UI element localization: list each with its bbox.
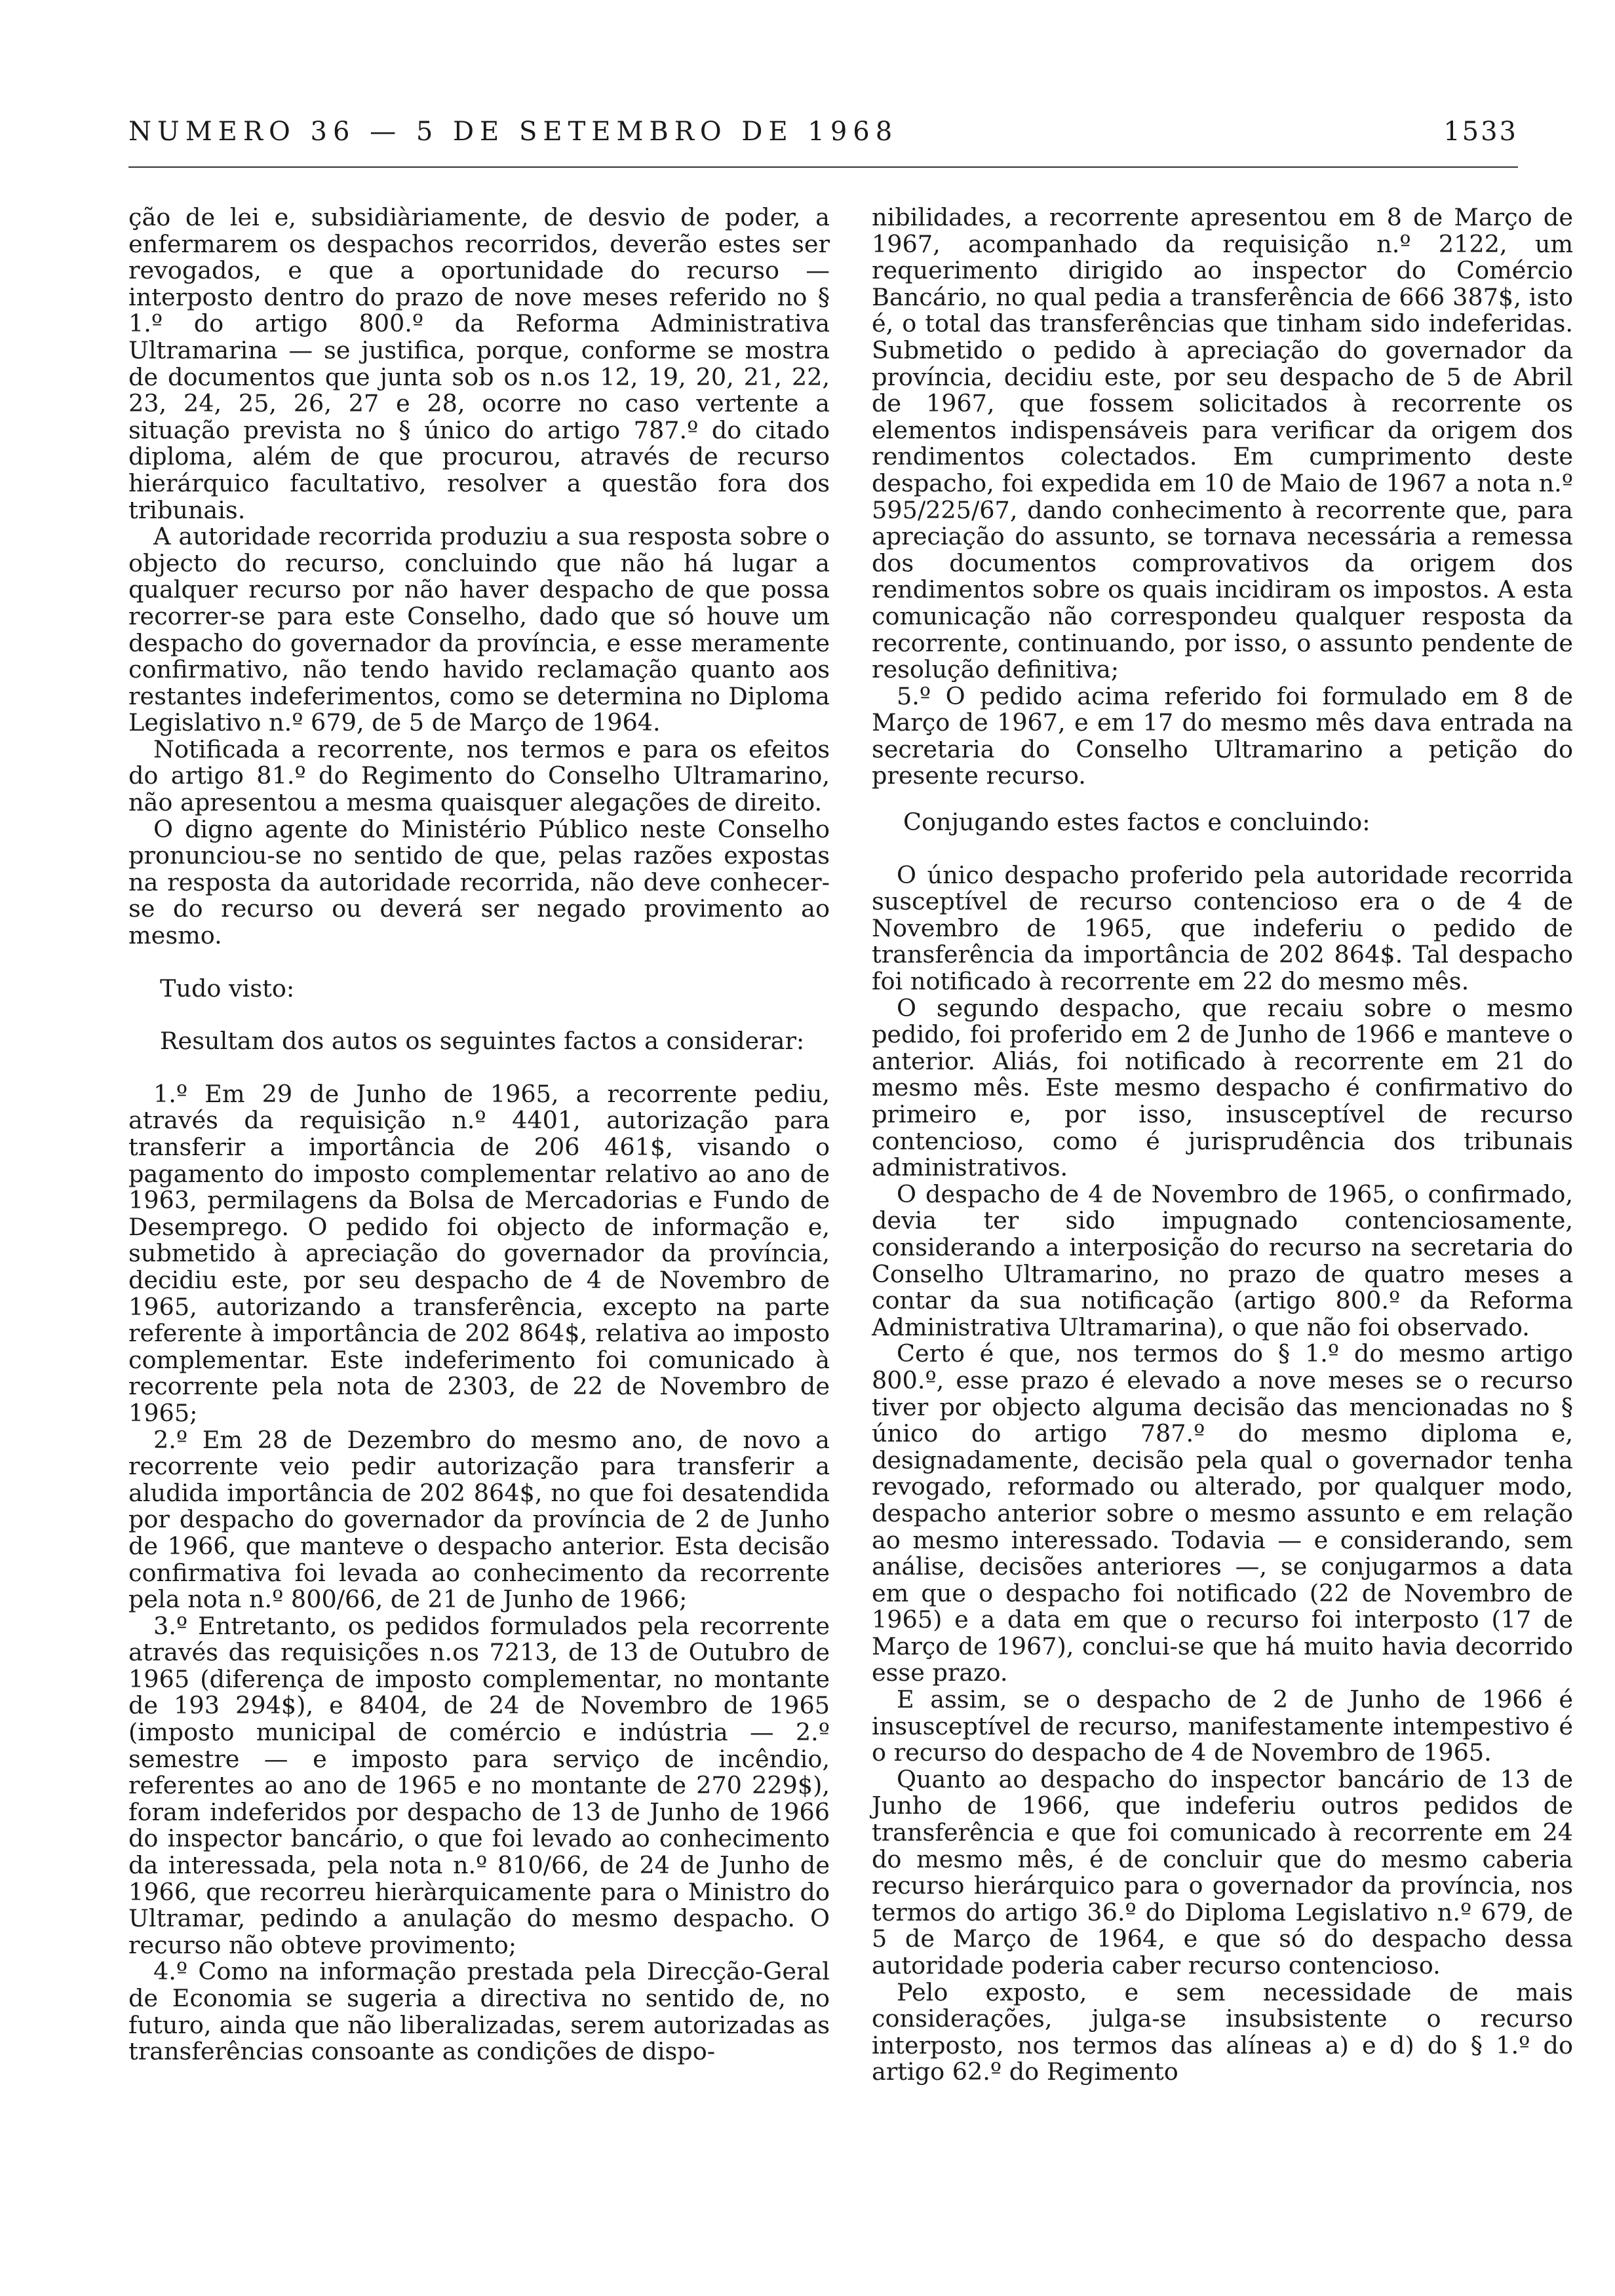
- paragraph: 5.º O pedido acima referido foi formulado em 8 de Março de 1967, e em 17 do mesmo mês dava entrada na secretaria do Conselho Ultramarino a petição do presente recurso.: [872, 681, 1573, 790]
- paragraph: Certo é que, nos termos do § 1.º do mesmo artigo 800.º, esse prazo é elevado a nove meses se o recurso tiver por objecto alguma decisão das mencionadas no § único do artigo 787.º do mesmo diploma e, designadamente, decisão pela qual o governador tenha revogado, reformado ou alterado, por qualquer modo, despacho anterior sobre o mesmo assunto e em relação ao mesmo interessado. Todavia — e considerando, sem análise, decisões anteriores —, se conjugarmos a data em que o despacho foi notificado (22 de Novembro de 1965) e a data em que o recurso foi interposto (17 de Março de 1967), conclui-se que há muito havia decorrido esse prazo.: [872, 1339, 1573, 1687]
- page-header: [128, 117, 1518, 156]
- paragraph: nibilidades, a recorrente apresentou em 8 de Março de 1967, acompanhado da requisição n.º 2122, um requerimento dirigido ao inspector do Comércio Bancário, no qual pedia a transferência de 666 387$, isto é, o total das transferências que tinham sido indeferidas. Submetido o pedido à apreciação do governador da província, decidiu este, por seu despacho de 5 de Abril de 1967, que fossem solicitados à recorrente os elementos indispensáveis para verificar da origem dos rendimentos colectados. Em cumprimento deste despacho, foi expedida em 10 de Maio de 1967 a nota n.º 595/225/67, dando conhecimento à recorrente que, para apreciação do assunto, se tornava necessária a remessa dos documentos comprovativos da origem dos rendimentos sobre os quais incidiram os impostos. A esta comunicação não correspondeu qualquer resposta da recorrente, continuando, por isso, o assunto pendente de resolução definitiva;: [872, 203, 1573, 684]
- header-rule: [128, 166, 1518, 168]
- left-column: [128, 204, 830, 2065]
- right-column: [872, 204, 1573, 2086]
- paragraph: O despacho de 4 de Novembro de 1965, o confirmado, devia ter sido impugnado contenciosamente, considerando a interposição do recurso na secretaria do Conselho Ultramarino, no prazo de quatro meses a contar da sua notificação (artigo 800.º da Reforma Administrativa Ultramarina), o que não foi observado.: [872, 1179, 1573, 1341]
- paragraph: O segundo despacho, que recaiu sobre o mesmo pedido, foi proferido em 2 de Junho de 1966 e manteve o anterior. Aliás, foi notificado à recorrente em 21 do mesmo mês. Este mesmo despacho é confirmativo do primeiro e, por isso, insusceptível de recurso contencioso, como é jurisprudência dos tribunais administrativos.: [872, 993, 1573, 1182]
- paragraph: A autoridade recorrida produziu a sua resposta sobre o objecto do recurso, concluindo que não há lugar a qualquer recurso por não haver despacho de que possa recorrer-se para este Conselho, dado que só houve um despacho do governador da província, e esse meramente confirmativo, não tendo havido reclamação quanto aos restantes indeferimentos, como se determina no Diploma Legislativo n.º 679, de 5 de Março de 1964.: [128, 522, 830, 737]
- paragraph: Quanto ao despacho do inspector bancário de 13 de Junho de 1966, que indeferiu outros pedidos de transferência e que foi comunicado à recorrente em 24 do mesmo mês, é de concluir que do mesmo caberia recurso hierárquico para o governador da província, nos termos do artigo 36.º do Diploma Legislativo n.º 679, de 5 de Março de 1964, e que só do despacho dessa autoridade poderia caber recurso contencioso.: [872, 1765, 1573, 1980]
- paragraph: 4.º Como na informação prestada pela Direcção-Geral de Economia se sugeria a directiva no sentido de, no futuro, ainda que não liberalizadas, serem autorizadas as transferências consoante as condições de dispo-: [128, 1957, 830, 2066]
- page-number: 1533: [1443, 117, 1518, 147]
- paragraph: ção de lei e, subsidiàriamente, de desvio de poder, a enfermarem os despachos recorridos, deverão estes ser revogados, e que a oportunidade do recurso — interposto dentro do prazo de nove meses referido no § 1.º do artigo 800.º da Reforma Administrativa Ultramarina — se justifica, porque, conforme se mostra de documentos que junta sob os n.os 12, 19, 20, 21, 22, 23, 24, 25, 26, 27 e 28, ocorre no caso vertente a situação prevista no § único do artigo 787.º do citado diploma, além de que procurou, através de recurso hierárquico facultativo, resolver a questão fora dos tribunais.: [128, 203, 830, 524]
- paragraph: E assim, se o despacho de 2 de Junho de 1966 é insusceptível de recurso, manifestamente intempestivo é o recurso do despacho de 4 de Novembro de 1965.: [872, 1685, 1573, 1767]
- section-heading: Conjugando estes factos e concluindo:: [903, 808, 1371, 837]
- paragraph: 2.º Em 28 de Dezembro do mesmo ano, de novo a recorrente veio pedir autorização para transferir a aludida importância de 202 864$, no que foi desatendida por despacho do governador da província de 2 de Junho de 1966, que manteve o despacho anterior. Esta decisão confirmativa foi levada ao conhecimento da recorrente pela nota n.º 800/66, de 21 de Junho de 1966;: [128, 1425, 830, 1614]
- paragraph: Notificada a recorrente, nos termos e para os efeitos do artigo 81.º do Regimento do Conselho Ultramarino, não apresentou a mesma quaisquer alegações de direito.: [128, 735, 830, 817]
- paragraph: Pelo exposto, e sem necessidade de mais considerações, julga-se insubsistente o recurso interposto, nos termos das alíneas a) e d) do § 1.º do artigo 62.º do Regimento: [872, 1978, 1573, 2086]
- section-heading: Tudo visto:: [160, 974, 295, 1003]
- paragraph: O digno agente do Ministério Público neste Conselho pronunciou-se no sentido de que, pelas razões expostas na resposta da autoridade recorrida, não deve conhecer-se do recurso ou deverá ser negado provimento ao mesmo.: [128, 814, 830, 950]
- paragraph: O único despacho proferido pela autoridade recorrida susceptível de recurso contencioso era o de 4 de Novembro de 1965, que indeferiu o pedido de transferência da importância de 202 864$. Tal despacho foi notificado à recorrente em 22 do mesmo mês.: [872, 860, 1573, 996]
- paragraph: 1.º Em 29 de Junho de 1965, a recorrente pediu, através da requisição n.º 4401, autorização para transferir a importância de 206 461$, visando o pagamento do imposto complementar relativo ao ano de 1963, permilagens da Bolsa de Mercadorias e Fundo de Desemprego. O pedido foi objecto de informação e, submetido à apreciação do governador da província, decidiu este, por seu despacho de 4 de Novembro de 1965, autorizando a transferência, excepto na parte referente à importância de 202 864$, relativa ao imposto complementar. Este indeferimento foi comunicado à recorrente pela nota de 2303, de 22 de Novembro de 1965;: [128, 1079, 830, 1427]
- header-title: NUMERO 36 — 5 DE SETEMBRO DE 1968: [128, 117, 899, 147]
- section-heading: Resultam dos autos os seguintes factos a considerar:: [160, 1027, 805, 1056]
- paragraph: 3.º Entretanto, os pedidos formulados pela recorrente através das requisições n.os 7213, de 13 de Outubro de 1965 (diferença de imposto complementar, no montante de 193 294$), e 8404, de 24 de Novembro de 1965 (imposto municipal de comércio e indústria — 2.º semestre — e imposto para serviço de incêndio, referentes ao ano de 1965 e no montante de 270 229$), foram indeferidos por despacho de 13 de Junho de 1966 do inspector bancário, o que foi levado ao conhecimento da interessada, pela nota n.º 810/66, de 24 de Junho de 1966, que recorreu hieràrquicamente para o Ministro do Ultramar, pedindo a anulação do mesmo despacho. O recurso não obteve provimento;: [128, 1611, 830, 1959]
